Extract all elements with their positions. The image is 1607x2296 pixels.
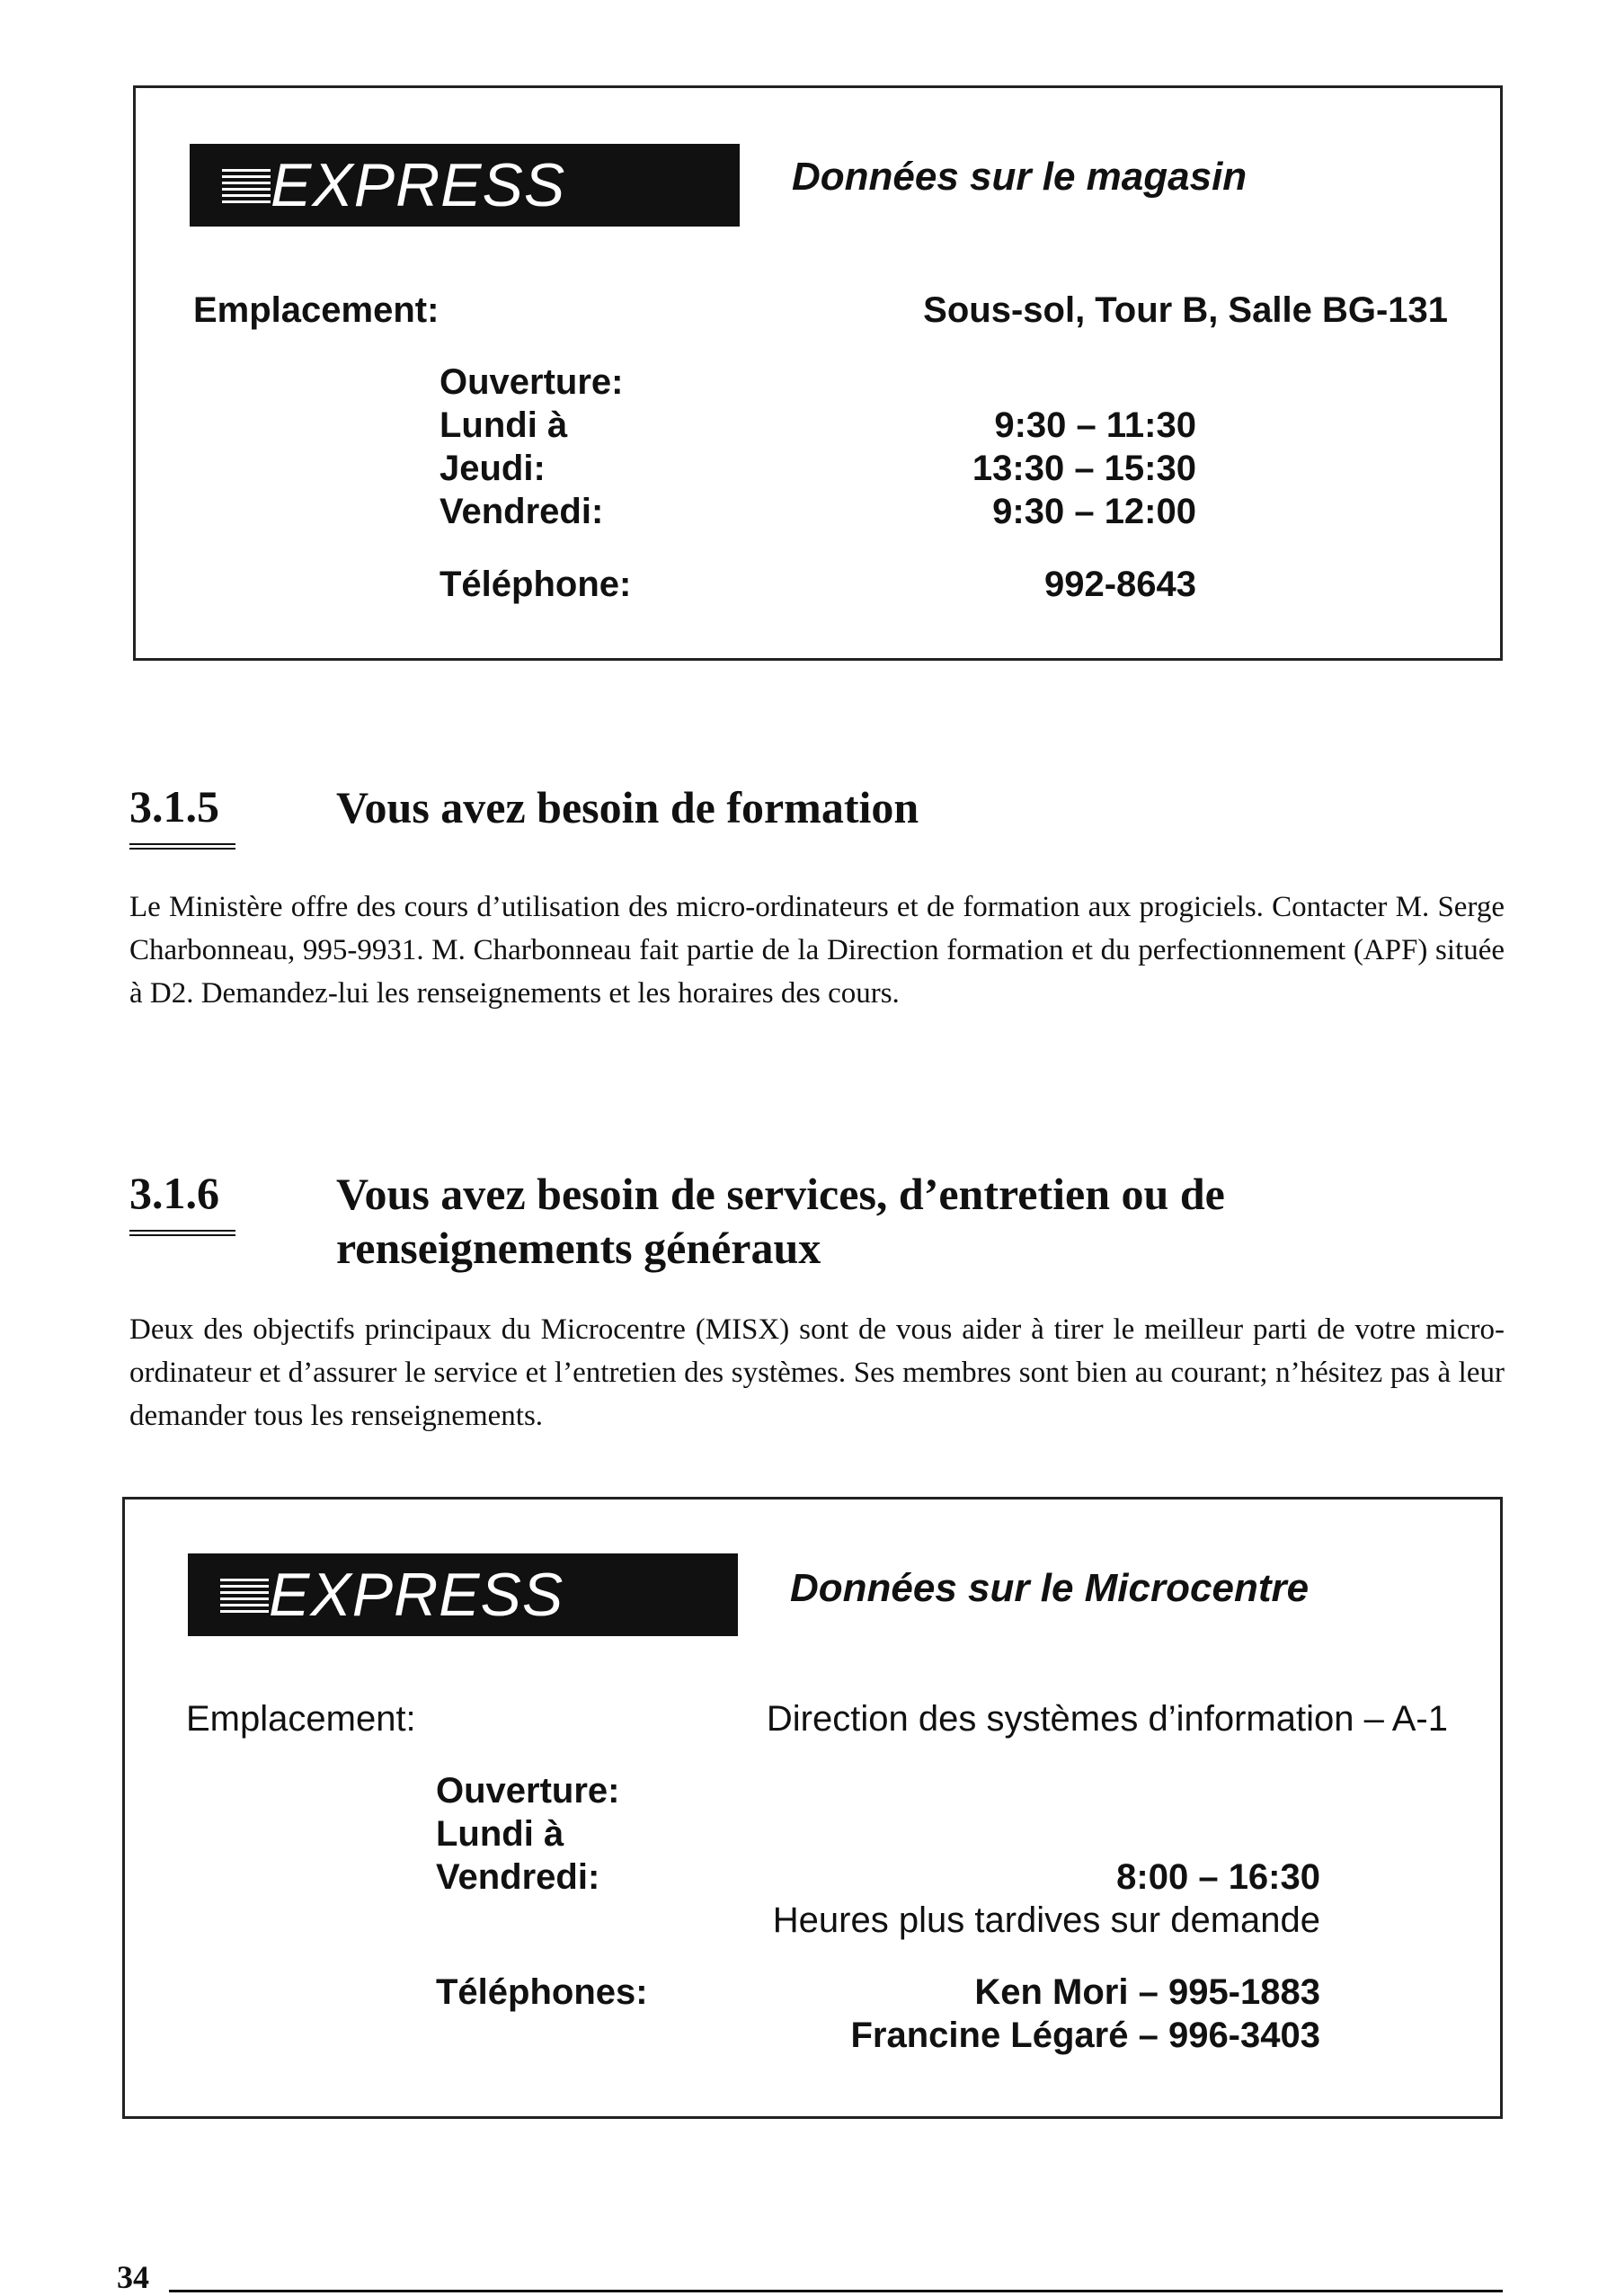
express-box-magasin: [133, 85, 1503, 661]
location-value: Sous-sol, Tour B, Salle BG-131: [923, 290, 1448, 330]
day-label: Lundi à: [439, 405, 568, 445]
day-label: Vendredi:: [436, 1857, 600, 1897]
section-paragraph: Le Ministère offre des cours d’utilisation des micro-ordinateurs et de formation aux progiciels. Contacter M. Serge Charbonneau, 995-9931. M. Charbonneau fait partie de la Direction formation et du perfectionnement (APF) située à D2. Demandez-lui les renseignements et les horaires des cours.: [129, 891, 1505, 1010]
express-lines-icon: [222, 169, 271, 203]
hours-value: 8:00 – 16:30: [1116, 1857, 1320, 1897]
location-value: Direction des systèmes d’information – A-1: [766, 1699, 1448, 1739]
double-underline: [129, 843, 235, 850]
page-number: 34: [117, 2259, 149, 2295]
phone-value: Francine Légaré – 996-3403: [850, 2016, 1320, 2055]
section-title-line2: renseignements généraux: [336, 1223, 821, 1273]
express-badge: EXPRESS: [188, 1553, 738, 1636]
day-label: Jeudi:: [439, 449, 546, 488]
phone-value: 992-8643: [1043, 565, 1196, 604]
phone-value: Ken Mori – 995-1883: [974, 1972, 1320, 2012]
opening-label: Ouverture:: [436, 1771, 620, 1811]
opening-label: Ouverture:: [439, 362, 624, 402]
box-title: Données sur le magasin: [792, 155, 1247, 199]
section-number: 3.1.6: [129, 1168, 219, 1218]
location-label: Emplacement:: [186, 1699, 416, 1739]
phones-label: Téléphones:: [436, 1972, 648, 2012]
hours-note: Heures plus tardives sur demande: [772, 1900, 1320, 1940]
hours-value: 9:30 – 12:00: [992, 492, 1196, 531]
day-label: Lundi à: [436, 1814, 564, 1854]
express-box-microcentre: [122, 1497, 1503, 2119]
section-title: Vous avez besoin de formation: [336, 782, 919, 832]
location-label: Emplacement:: [193, 290, 439, 330]
double-underline: [129, 1230, 235, 1236]
express-badge: EXPRESS: [190, 144, 740, 227]
phone-label: Téléphone:: [439, 565, 632, 604]
section-number: 3.1.5: [129, 781, 219, 832]
express-lines-icon: [220, 1579, 269, 1613]
section-paragraph: Deux des objectifs principaux du Microcentre (MISX) sont de vous aider à tirer le meilleur parti de votre micro-ordinateur et d’assurer le service et l’entretien des systèmes. Ses membres sont bien au courant; n’hésitez pas à leur demander tous les renseignements.: [129, 1313, 1505, 1432]
day-label: Vendredi:: [439, 492, 604, 531]
box-title: Données sur le Microcentre: [790, 1566, 1310, 1610]
section-title-line1: Vous avez besoin de services, d’entretien ou de: [336, 1169, 1225, 1219]
hours-value: 9:30 – 11:30: [994, 405, 1196, 445]
hours-value: 13:30 – 15:30: [972, 449, 1196, 488]
